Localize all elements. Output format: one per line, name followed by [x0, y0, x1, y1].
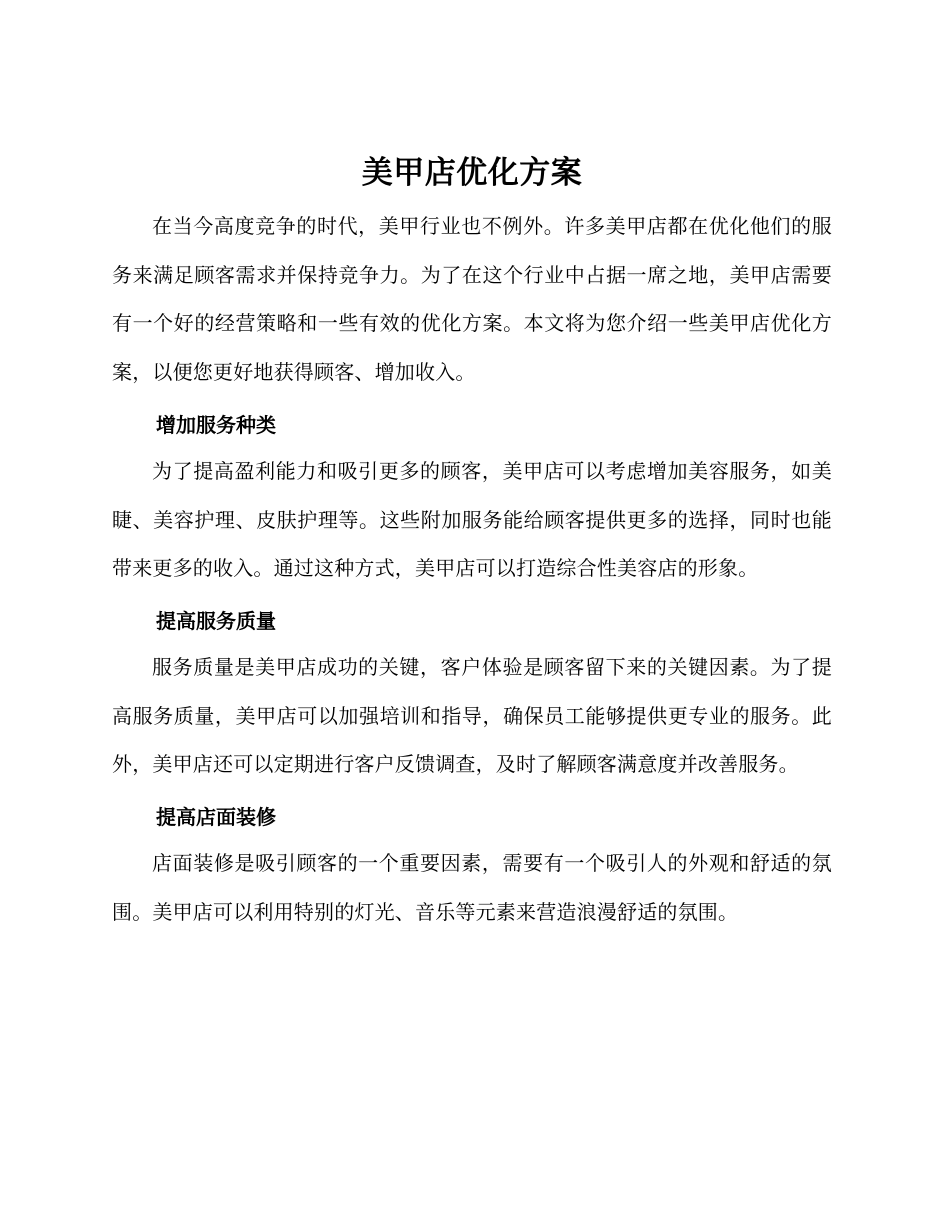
document-title: 美甲店优化方案	[361, 155, 583, 191]
section-heading-service-quality: 提高服务质量	[156, 608, 276, 633]
section-paragraph-service-quality: 服务质量是美甲店成功的关键，客户体验是顾客留下来的关键因素。为了提高服务质量，美甲店可以加强培训和指导，确保员工能够提供更专业的服务。此外，美甲店还可以定期进行客户反馈调查，及时了解顾客满意度并改善服务。	[112, 654, 832, 777]
section-paragraph-service-types: 为了提高盈利能力和吸引更多的顾客，美甲店可以考虑增加美容服务，如美睫、美容护理、皮肤护理等。这些附加服务能给顾客提供更多的选择，同时也能带来更多的收入。通过这种方式，美甲店可以打造综合性美容店的形象。	[112, 458, 832, 581]
section-paragraph-store-decoration: 店面装修是吸引顾客的一个重要因素，需要有一个吸引人的外观和舒适的氛围。美甲店可以利用特别的灯光、音乐等元素来营造浪漫舒适的氛围。	[112, 851, 832, 924]
section-heading-service-types: 增加服务种类	[156, 412, 276, 437]
intro-paragraph: 在当今高度竞争的时代，美甲行业也不例外。许多美甲店都在优化他们的服务来满足顾客需求并保持竞争力。为了在这个行业中占据一席之地，美甲店需要有一个好的经营策略和一些有效的优化方案。本文将为您介绍一些美甲店优化方案，以便您更好地获得顾客、增加收入。	[112, 214, 832, 385]
document-body	[112, 150, 832, 936]
section-heading-store-decoration: 提高店面装修	[156, 805, 276, 830]
